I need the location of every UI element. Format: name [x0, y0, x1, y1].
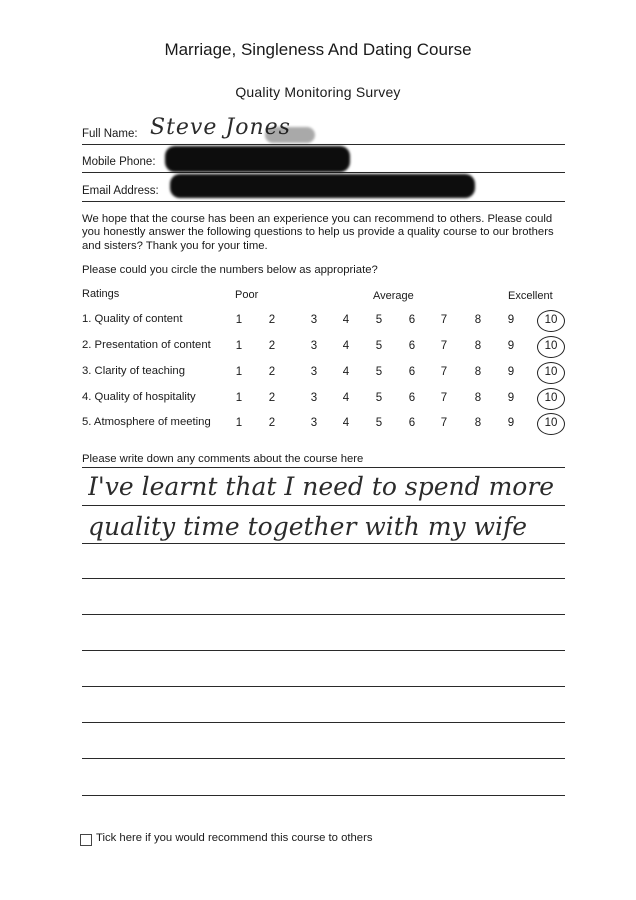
rating-option[interactable]: 8: [474, 366, 482, 378]
rating-option[interactable]: 6: [408, 366, 416, 378]
intro-paragraph: We hope that the course has been an experience you can recommend to others. Please could you honestly answer the following questions to help us provide a quality course to our brothers and sisters? Thank you for your time.: [82, 213, 554, 252]
rating-label: 1. Quality of content: [82, 313, 183, 325]
comment-handwriting-1: I've learnt that I need to spend more: [88, 472, 555, 501]
rating-option[interactable]: 7: [440, 417, 448, 429]
rating-option[interactable]: 3: [310, 366, 318, 378]
rating-option[interactable]: 5: [375, 314, 383, 326]
rating-option[interactable]: 3: [310, 417, 318, 429]
rating-option[interactable]: 6: [408, 392, 416, 404]
rating-option[interactable]: 5: [375, 417, 383, 429]
rating-option[interactable]: 8: [474, 314, 482, 326]
rating-option[interactable]: 9: [507, 417, 515, 429]
comments-line-5: [82, 650, 565, 651]
recommend-label: Tick here if you would recommend this course to others: [96, 832, 373, 844]
rating-label: 2. Presentation of content: [82, 339, 211, 351]
excellent-header: Excellent: [508, 290, 553, 302]
rating-label: 4. Quality of hospitality: [82, 391, 196, 403]
email-line: [82, 201, 565, 202]
rating-option[interactable]: 2: [268, 392, 276, 404]
rating-option[interactable]: 3: [310, 392, 318, 404]
poor-header: Poor: [235, 289, 259, 301]
full-name-value: Steve Jones: [150, 115, 291, 140]
rating-option[interactable]: 6: [408, 314, 416, 326]
rating-option[interactable]: 2: [268, 417, 276, 429]
rating-option[interactable]: 8: [474, 417, 482, 429]
full-name-label: Full Name:: [82, 128, 138, 140]
comments-line-9: [82, 795, 565, 796]
rating-option[interactable]: 10: [544, 366, 558, 378]
rating-option[interactable]: 8: [474, 340, 482, 352]
rating-option[interactable]: 2: [268, 314, 276, 326]
rating-option[interactable]: 1: [235, 314, 243, 326]
rating-option[interactable]: 5: [375, 392, 383, 404]
comments-line-8: [82, 758, 565, 759]
recommend-checkbox[interactable]: [80, 834, 92, 846]
rating-option[interactable]: 2: [268, 340, 276, 352]
rating-option[interactable]: 9: [507, 392, 515, 404]
rating-option[interactable]: 1: [235, 417, 243, 429]
name-redaction-mark: [265, 127, 315, 143]
rating-option[interactable]: 9: [507, 314, 515, 326]
comments-line-1: [82, 505, 565, 506]
rating-label: 3. Clarity of teaching: [82, 365, 185, 377]
selected-rating-circle: [537, 310, 565, 332]
rating-option[interactable]: 8: [474, 392, 482, 404]
comments-label: Please write down any comments about the course here: [82, 453, 364, 465]
mobile-phone-line: [82, 172, 565, 173]
rating-option[interactable]: 7: [440, 314, 448, 326]
rating-option[interactable]: 6: [408, 340, 416, 352]
selected-rating-circle: [537, 336, 565, 358]
comments-line-0: [82, 467, 565, 468]
rating-option[interactable]: 7: [440, 392, 448, 404]
rating-option[interactable]: 7: [440, 366, 448, 378]
comments-line-2: [82, 543, 565, 544]
rating-option[interactable]: 4: [342, 366, 350, 378]
rating-option[interactable]: 1: [235, 392, 243, 404]
selected-rating-circle: [537, 388, 565, 410]
comments-line-4: [82, 614, 565, 615]
rating-option[interactable]: 5: [375, 340, 383, 352]
rating-option[interactable]: 1: [235, 366, 243, 378]
ratings-header: Ratings: [82, 288, 120, 300]
mobile-redaction: [165, 146, 350, 172]
form-subtitle: Quality Monitoring Survey: [235, 84, 401, 100]
comments-line-6: [82, 686, 565, 687]
rating-option[interactable]: 7: [440, 340, 448, 352]
rating-option[interactable]: 4: [342, 417, 350, 429]
rating-option[interactable]: 10: [544, 314, 558, 326]
rating-option[interactable]: 4: [342, 340, 350, 352]
form-title: Marriage, Singleness And Dating Course: [164, 40, 472, 59]
rating-option[interactable]: 2: [268, 366, 276, 378]
selected-rating-circle: [537, 413, 565, 435]
rating-option[interactable]: 4: [342, 314, 350, 326]
rating-label: 5. Atmosphere of meeting: [82, 416, 211, 428]
rating-option[interactable]: 10: [544, 417, 558, 429]
email-redaction: [170, 174, 475, 198]
rating-option[interactable]: 9: [507, 366, 515, 378]
rating-option[interactable]: 4: [342, 392, 350, 404]
email-label: Email Address:: [82, 185, 159, 197]
mobile-phone-label: Mobile Phone:: [82, 156, 156, 168]
instruction-text: Please could you circle the numbers below as appropriate?: [82, 264, 378, 276]
selected-rating-circle: [537, 362, 565, 384]
full-name-line: [82, 144, 565, 145]
rating-option[interactable]: 10: [544, 392, 558, 404]
comments-line-3: [82, 578, 565, 579]
average-header: Average: [373, 290, 414, 302]
rating-option[interactable]: 3: [310, 314, 318, 326]
rating-option[interactable]: 1: [235, 340, 243, 352]
rating-option[interactable]: 5: [375, 366, 383, 378]
rating-option[interactable]: 10: [544, 340, 558, 352]
rating-option[interactable]: 6: [408, 417, 416, 429]
rating-option[interactable]: 9: [507, 340, 515, 352]
comments-line-7: [82, 722, 565, 723]
comment-handwriting-2: quality time together with my wife: [88, 512, 528, 541]
rating-option[interactable]: 3: [310, 340, 318, 352]
